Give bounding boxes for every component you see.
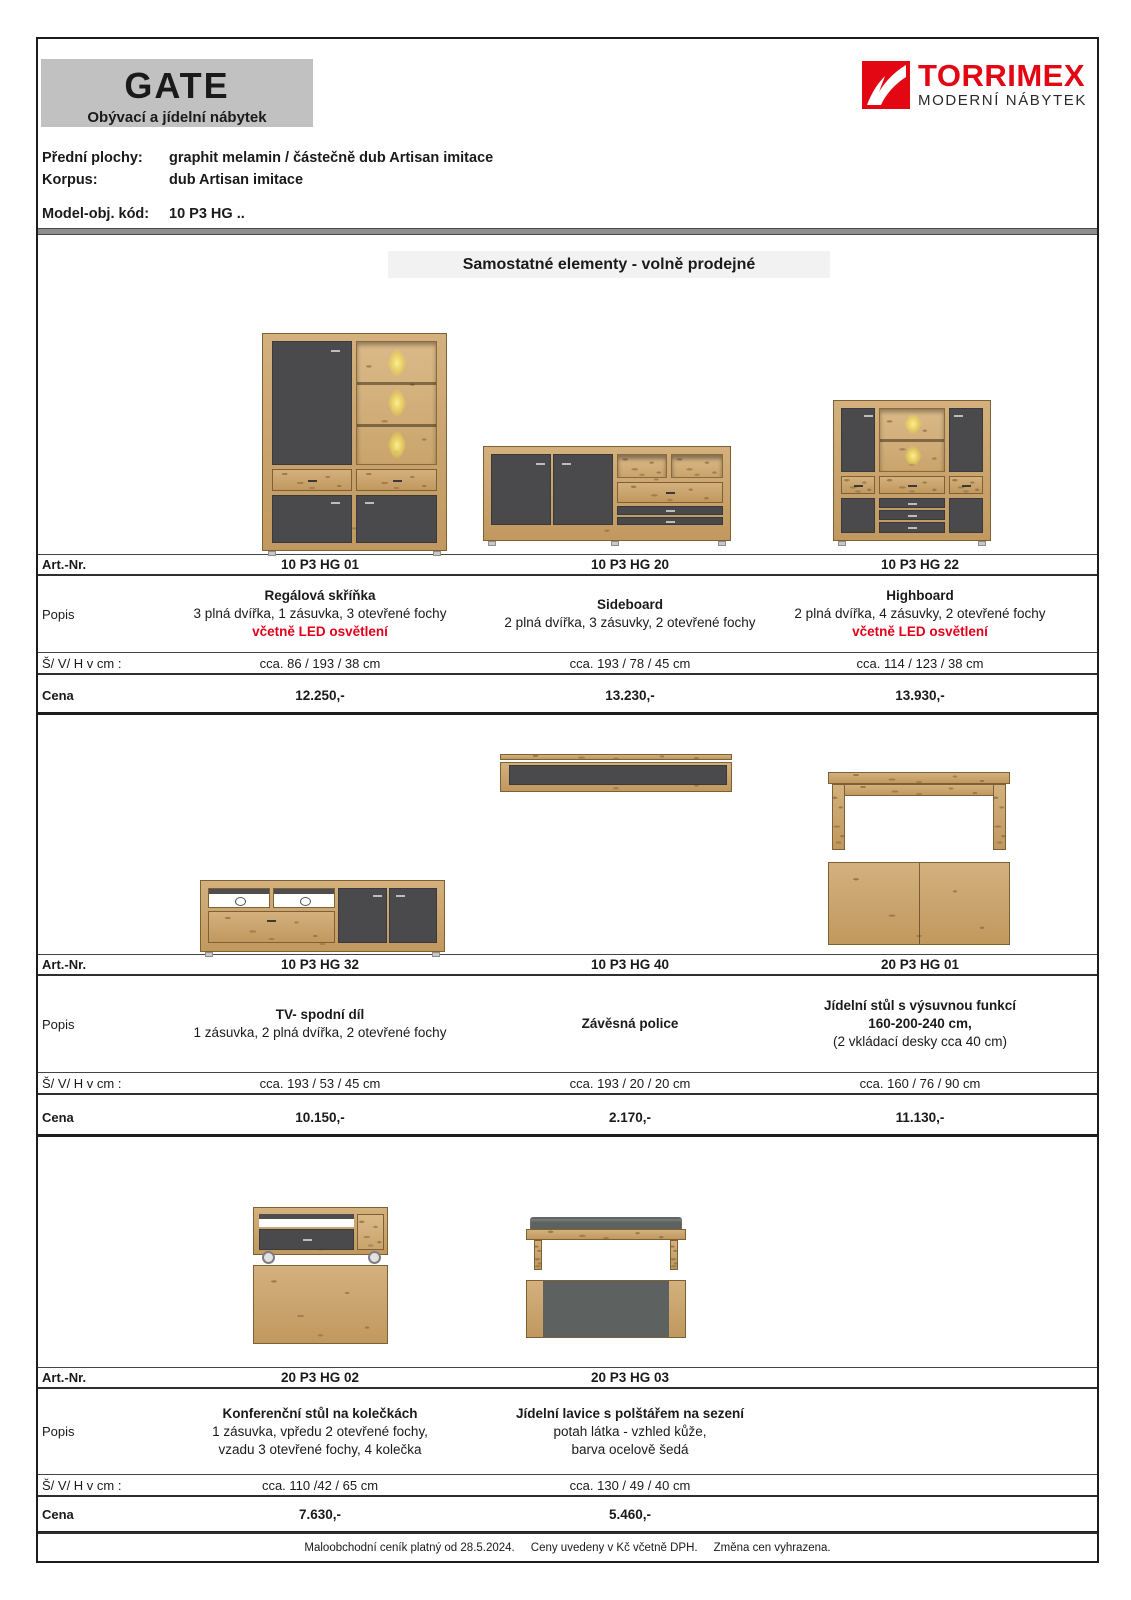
series-title: GATE <box>124 65 230 106</box>
furniture-foot <box>978 541 986 546</box>
sideboard-door <box>553 454 613 525</box>
drawer-handle <box>854 485 863 487</box>
door-handle <box>331 502 340 504</box>
brand-logo <box>862 58 1087 109</box>
dims-label: Š/ V/ H v cm : <box>42 1075 122 1091</box>
header-divider <box>38 228 1097 235</box>
shelf-body <box>500 762 732 792</box>
series-subtitle: Obývací a jídelní nábytek <box>87 109 267 126</box>
table-leg <box>832 784 845 850</box>
art-nr-value: 20 P3 HG 02 <box>280 1370 360 1385</box>
coffee-table-image <box>253 1207 388 1344</box>
led-light-icon <box>384 384 410 422</box>
shelf-line <box>357 382 436 385</box>
price-value: 7.630,- <box>298 1507 342 1522</box>
table-top-view <box>828 862 1010 945</box>
furniture-foot <box>432 952 440 957</box>
door-handle <box>396 895 405 897</box>
art-nr-row-1 <box>38 554 1097 576</box>
coffee-table-drawer <box>259 1229 354 1250</box>
section-title: Samostatné elementy - volně prodejné <box>388 251 830 278</box>
cabinet-open-shelves <box>356 341 437 465</box>
sideboard-dark-drawer <box>617 506 723 515</box>
drawer-handle <box>308 480 317 482</box>
cabinet-bottom-door <box>356 495 437 543</box>
cabinet-bottom-door <box>272 495 352 543</box>
product-description: Highboard 2 plná dvířka, 4 zásuvky, 2 otevřené fochy včetně LED osvětlení <box>794 588 1046 639</box>
highboard-image <box>833 400 991 541</box>
brand-name: TORRIMEX <box>917 58 1086 93</box>
cabinet-drawer <box>272 469 352 491</box>
coffee-table-top-view <box>253 1265 388 1344</box>
torrimex-logo-icon <box>862 61 910 109</box>
body-finish-row <box>42 169 742 191</box>
art-nr-label: Art.-Nr. <box>42 957 87 972</box>
highboard-wood-drawer <box>841 476 875 494</box>
led-light-icon <box>384 426 410 464</box>
dims-label: Š/ V/ H v cm : <box>42 655 122 671</box>
door-handle <box>365 502 374 504</box>
popis-label: Popis <box>42 606 75 622</box>
display-cabinet-image <box>262 333 447 551</box>
popis-row-1 <box>38 576 1097 652</box>
dining-bench-image <box>526 1217 686 1338</box>
drawer-handle <box>962 485 971 487</box>
finish-info <box>42 147 742 225</box>
compartment-shadow <box>209 889 269 894</box>
door-handle <box>954 415 963 417</box>
drawer-handle <box>908 485 917 487</box>
table-leg <box>993 784 1006 850</box>
table-apron <box>838 784 1000 796</box>
art-nr-value: 20 P3 HG 03 <box>590 1370 670 1385</box>
drawer-handle <box>666 492 675 494</box>
dims-value: cca. 110 /42 / 65 cm <box>261 1477 379 1493</box>
caster-wheel-icon <box>368 1251 381 1264</box>
price-row-2 <box>38 1095 1097 1137</box>
door-handle <box>864 415 873 417</box>
model-code-label: Model-obj. kód: <box>42 206 150 222</box>
led-light-icon <box>901 442 925 470</box>
price-label: Cena <box>42 688 74 703</box>
product-description: Konferenční stůl na kolečkách 1 zásuvka, vpředu 2 otevřené fochy, vzadu 3 otevřené fochy, 4 kolečka <box>212 1405 428 1457</box>
brand-text <box>917 58 1087 109</box>
price-value: 10.150,- <box>295 1110 345 1125</box>
dims-row-3 <box>38 1474 1097 1497</box>
bench-seat-board <box>526 1229 686 1240</box>
drawer-handle <box>303 1239 312 1241</box>
body-finish-value: dub Artisan imitace <box>169 172 304 188</box>
furniture-foot <box>268 551 276 556</box>
price-row-1 <box>38 675 1097 715</box>
price-value: 2.170,- <box>608 1110 652 1125</box>
product-description: TV- spodní díl 1 zásuvka, 2 plná dvířka, 2 otevřené fochy <box>193 1007 447 1040</box>
drawer-handle <box>908 515 917 517</box>
drawer-handle <box>908 527 917 529</box>
dims-value: cca. 86 / 193 / 38 cm <box>259 655 381 671</box>
popis-label: Popis <box>42 1424 75 1439</box>
open-compartment <box>617 454 667 478</box>
cabinet-tall-door <box>272 341 352 465</box>
art-nr-value: 10 P3 HG 20 <box>590 557 670 572</box>
art-nr-row-2 <box>38 954 1097 976</box>
furniture-foot <box>838 541 846 546</box>
drawer-handle <box>267 920 276 922</box>
furniture-foot <box>611 541 619 546</box>
product-description: Sideboard 2 plná dvířka, 3 zásuvky, 2 otevřené fochy <box>504 597 756 630</box>
table-top-edge <box>828 772 1010 784</box>
art-nr-value: 10 P3 HG 01 <box>280 557 360 572</box>
art-nr-value: 20 P3 HG 01 <box>880 957 960 972</box>
product-images-row-1 <box>38 278 1097 554</box>
footer-validity: Maloobchodní ceník platný od 28.5.2024. <box>304 1541 515 1554</box>
dims-value: cca. 193 / 53 / 45 cm <box>259 1075 381 1091</box>
door-handle <box>562 463 571 465</box>
price-value: 13.230,- <box>605 688 655 703</box>
shelf-line <box>880 439 944 442</box>
tv-lowboard-image <box>200 880 445 952</box>
dims-value: cca. 160 / 76 / 90 cm <box>859 1075 981 1091</box>
furniture-foot <box>718 541 726 546</box>
cable-hole-icon <box>300 897 311 906</box>
popis-row-2 <box>38 976 1097 1072</box>
drawer-handle <box>393 480 402 482</box>
open-shelf-slot <box>259 1219 354 1227</box>
bench-top-view <box>526 1280 686 1338</box>
led-light-icon <box>901 410 925 438</box>
dims-value: cca. 130 / 49 / 40 cm <box>569 1477 691 1493</box>
art-nr-label: Art.-Nr. <box>42 557 87 572</box>
bench-leg <box>534 1240 542 1270</box>
coffee-table-front <box>253 1207 388 1255</box>
table-split-line <box>919 863 920 944</box>
dims-row-2 <box>38 1072 1097 1095</box>
lowboard-door <box>389 888 437 943</box>
model-code-value: 10 P3 HG .. <box>169 206 245 222</box>
price-list-page <box>36 37 1099 1563</box>
art-nr-value: 10 P3 HG 40 <box>590 957 670 972</box>
art-nr-value: 10 P3 HG 32 <box>280 957 360 972</box>
sideboard-door <box>491 454 551 525</box>
footer-vat-note: Ceny uvedeny v Kč včetně DPH. <box>530 1541 698 1554</box>
dining-table-image <box>828 772 1010 945</box>
shelf-front-panel <box>509 765 727 785</box>
highboard-dark-drawer <box>879 498 945 508</box>
highboard-door <box>841 408 875 472</box>
cable-hole-icon <box>235 897 246 906</box>
model-code-row <box>42 203 742 225</box>
highboard-dark-drawer <box>879 510 945 520</box>
body-finish-label: Korpus: <box>42 172 98 188</box>
lowboard-wood-drawer <box>208 911 335 943</box>
sideboard-image <box>483 446 731 541</box>
bench-leg <box>670 1240 678 1270</box>
highboard-dark-drawer <box>879 522 945 533</box>
compartment-shadow <box>274 889 334 894</box>
brand-subtitle: MODERNÍ NÁBYTEK <box>917 92 1087 109</box>
product-table <box>38 278 1097 1534</box>
sideboard-dark-drawer <box>617 517 723 525</box>
series-title-box <box>41 59 313 127</box>
front-finish-row <box>42 147 742 169</box>
art-nr-value: 10 P3 HG 22 <box>880 557 960 572</box>
door-handle <box>536 463 545 465</box>
furniture-foot <box>205 952 213 957</box>
footer-change-note: Změna cen vyhrazena. <box>713 1541 831 1554</box>
drawer-handle <box>908 503 917 505</box>
footer-note <box>38 1532 1097 1561</box>
product-description: Jídelní lavice s polštářem na sezení potah látka - vzhled kůže, barva ocelově šedá <box>515 1405 745 1457</box>
highboard-bottom-door <box>841 498 875 533</box>
coffee-table-side-panel <box>357 1214 384 1250</box>
furniture-foot <box>433 551 441 556</box>
art-nr-label: Art.-Nr. <box>42 1370 87 1385</box>
product-description: Závěsná police <box>581 1016 679 1031</box>
price-value: 5.460,- <box>608 1507 652 1522</box>
lowboard-door <box>338 888 387 943</box>
art-nr-row-3 <box>38 1367 1097 1389</box>
dims-value: cca. 193 / 20 / 20 cm <box>569 1075 691 1091</box>
caster-wheel-icon <box>262 1251 275 1264</box>
product-images-row-3 <box>38 1137 1097 1367</box>
led-light-icon <box>384 344 410 382</box>
shelf-line <box>357 424 436 427</box>
door-handle <box>331 350 340 352</box>
front-finish-value: graphit melamin / částečně dub Artisan imitace <box>169 150 494 166</box>
dims-label: Š/ V/ H v cm : <box>42 1477 122 1493</box>
product-description: Regálová skříňka 3 plná dvířka, 1 zásuvka, 3 otevřené fochy včetně LED osvětlení <box>193 588 447 639</box>
front-finish-label: Přední plochy: <box>42 150 143 166</box>
open-compartment <box>671 454 723 478</box>
drawer-handle <box>666 510 675 512</box>
wall-shelf-image <box>500 754 732 792</box>
furniture-foot <box>488 541 496 546</box>
highboard-open-shelves <box>879 408 945 472</box>
highboard-door <box>949 408 983 472</box>
popis-label: Popis <box>42 1016 75 1032</box>
price-value: 13.930,- <box>895 688 945 703</box>
price-label: Cena <box>42 1110 74 1125</box>
bench-cushion-top-view <box>543 1281 669 1337</box>
cabinet-drawer <box>356 469 437 491</box>
product-description: Jídelní stůl s výsuvnou funkcí 160-200-240 cm, (2 vkládací desky cca 40 cm) <box>823 998 1017 1049</box>
dims-value: cca. 193 / 78 / 45 cm <box>569 655 691 671</box>
highboard-bottom-door <box>949 498 983 533</box>
drawer-handle <box>666 521 675 523</box>
shelf-top-lip <box>500 754 732 760</box>
price-row-3 <box>38 1497 1097 1534</box>
price-value: 11.130,- <box>895 1110 945 1125</box>
highboard-wood-drawer <box>949 476 983 494</box>
highboard-wood-drawer <box>879 476 945 494</box>
dims-row-1 <box>38 652 1097 675</box>
sideboard-wood-drawer <box>617 482 723 503</box>
price-label: Cena <box>42 1507 74 1522</box>
product-images-row-2 <box>38 715 1097 954</box>
price-value: 12.250,- <box>295 688 345 703</box>
dims-value: cca. 114 / 123 / 38 cm <box>856 655 984 671</box>
popis-row-3 <box>38 1389 1097 1474</box>
open-compartment <box>208 888 270 908</box>
door-handle <box>373 895 382 897</box>
open-compartment <box>273 888 335 908</box>
